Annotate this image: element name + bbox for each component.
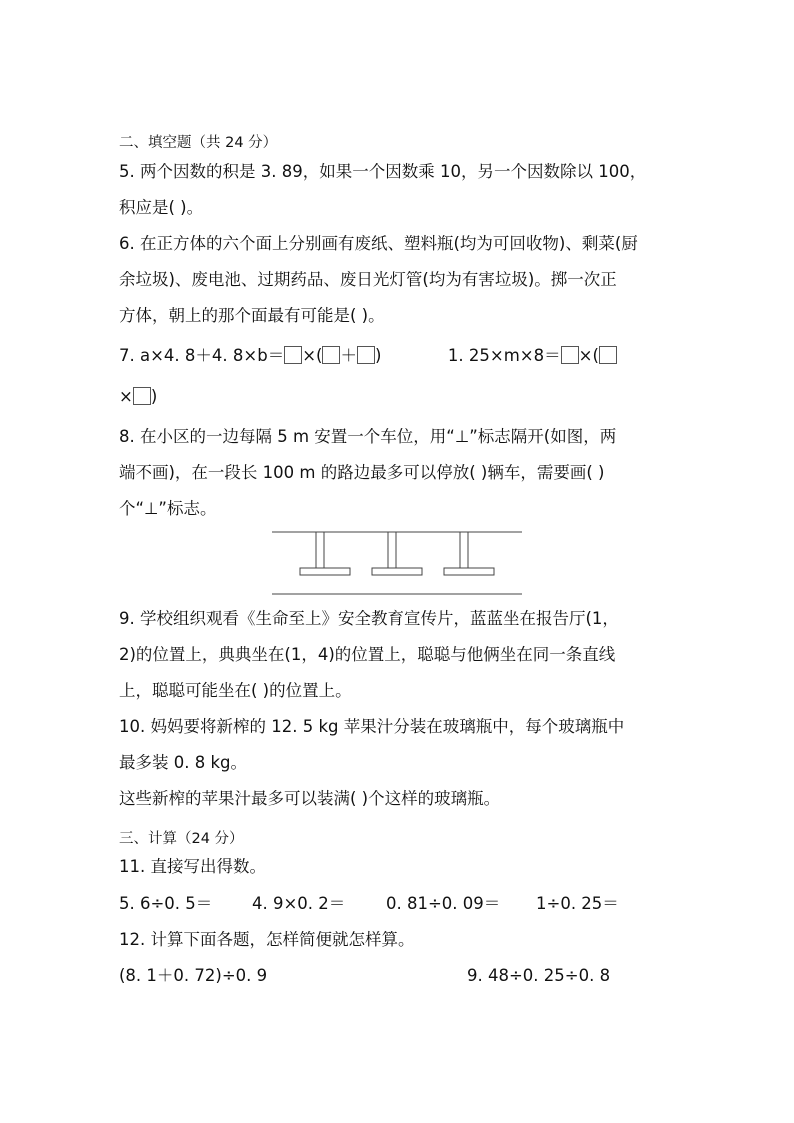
question-5-line-1: 5. 两个因数的积是 3. 89，如果一个因数乘 10，另一个因数除以 100， — [119, 162, 647, 181]
answer-box[interactable] — [599, 346, 617, 364]
question-8-line-1: 8. 在小区的一边每隔 5 m 安置一个车位，用“⊥”标志隔开(如图，两 — [119, 427, 617, 446]
section-fill-in-title: 二、填空题（共 24 分） — [119, 135, 278, 151]
calc-item: (8. 1＋0. 72)÷0. 9 — [119, 966, 268, 985]
question-6-line-1: 6. 在正方体的六个面上分别画有废纸、塑料瓶(均为可回收物)、剩菜(厨 — [119, 234, 638, 253]
answer-box[interactable] — [357, 346, 375, 364]
answer-box[interactable] — [561, 346, 579, 364]
calc-item: 5. 6÷0. 5＝ — [119, 894, 213, 913]
parking-marker-figure — [272, 528, 524, 598]
question-12-title: 12. 计算下面各题，怎样简便就怎样算。 — [119, 930, 415, 949]
marker-2 — [372, 532, 422, 575]
answer-box[interactable] — [284, 346, 302, 364]
question-11-title: 11. 直接写出得数。 — [119, 857, 266, 876]
section-calculation-title: 三、计算（24 分） — [119, 831, 244, 847]
question-5-line-2: 积应是( )。 — [119, 198, 204, 217]
question-9-line-1: 9. 学校组织观看《生命至上》安全教育宣传片，蓝蓝坐在报告厅(1， — [119, 609, 619, 628]
question-7-part-b: 1. 25×m×8＝ ×( — [448, 346, 617, 365]
question-7-part-a: 7. a×4. 8＋4. 8×b＝ ×( ＋ ) — [119, 346, 382, 365]
question-7-line-2: × ) — [119, 387, 158, 406]
answer-box[interactable] — [322, 346, 340, 364]
question-8-line-3: 个“⊥”标志。 — [119, 499, 217, 518]
question-7-line-1 — [119, 345, 617, 367]
question-10-line-1: 10. 妈妈要将新榨的 12. 5 kg 苹果汁分装在玻璃瓶中，每个玻璃瓶中 — [119, 717, 625, 736]
calc-item: 1÷0. 25＝ — [536, 894, 619, 913]
answer-box[interactable] — [133, 387, 151, 405]
question-6-line-3: 方体，朝上的那个面最有可能是( )。 — [119, 306, 385, 325]
calc-item: 4. 9×0. 2＝ — [252, 894, 346, 913]
question-6-line-2: 余垃圾)、废电池、过期药品、废日光灯管(均为有害垃圾)。掷一次正 — [119, 270, 617, 289]
marker-3 — [444, 532, 494, 575]
question-9-line-3: 上，聪聪可能坐在( )的位置上。 — [119, 681, 352, 700]
question-9-line-2: 2)的位置上，典典坐在(1，4)的位置上，聪聪与他俩坐在同一条直线 — [119, 645, 616, 664]
marker-1 — [300, 532, 350, 575]
calc-item: 0. 81÷0. 09＝ — [386, 894, 501, 913]
question-8-line-2: 端不画)，在一段长 100 m 的路边最多可以停放( )辆车，需要画( ) — [119, 463, 605, 482]
calc-item: 9. 48÷0. 25÷0. 8 — [467, 966, 611, 985]
question-10-line-2: 最多装 0. 8 kg。 — [119, 753, 248, 772]
question-10-line-3: 这些新榨的苹果汁最多可以装满( )个这样的玻璃瓶。 — [119, 789, 501, 808]
